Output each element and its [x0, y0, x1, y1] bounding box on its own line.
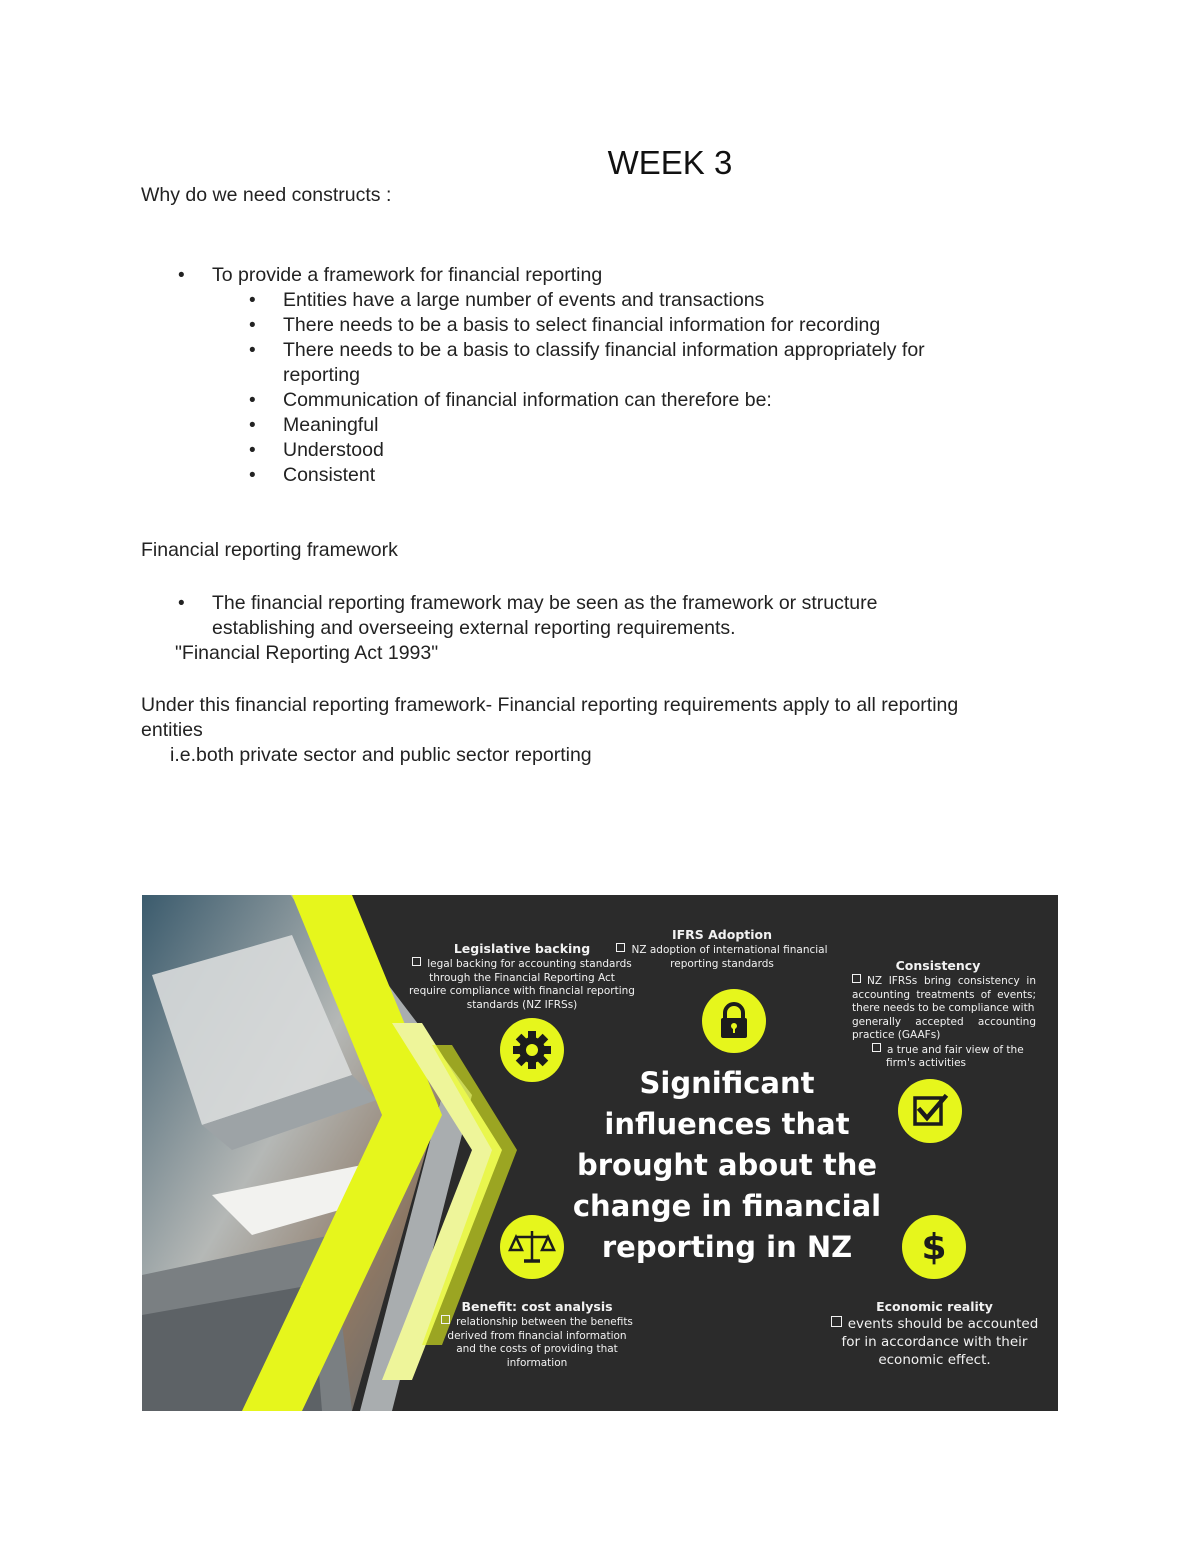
list-item: • Consistent [283, 463, 1043, 488]
consistency-line: practice (GAAFs) [852, 1029, 941, 1041]
checkbox-bullet-icon [616, 943, 625, 952]
consistency-line: firm's activities [886, 1057, 967, 1069]
list-item-text: The financial reporting framework may be seen as the framework or structure [212, 592, 878, 614]
economic-line: economic effect. [878, 1352, 991, 1368]
lock-icon [702, 989, 766, 1053]
list-item-text-continued: establishing and overseeing external reporting requirements. [212, 617, 736, 639]
checkbox-bullet-icon [831, 1316, 842, 1327]
economic-reality-block [822, 1299, 1047, 1369]
gear-icon [500, 1018, 564, 1082]
checkbox-bullet-icon [412, 957, 421, 966]
legislative-line: require compliance with financial reporting [409, 985, 635, 997]
list-item: • Understood [283, 438, 1043, 463]
checkbox-bullet-icon [852, 974, 861, 983]
legislative-line: through the Financial Reporting Act [429, 971, 615, 984]
legislative-heading: Legislative backing [453, 941, 591, 956]
consistency-heading: Consistency [895, 958, 981, 973]
list-item-text: There needs to be a basis to classify financial information appropriately for [283, 339, 925, 361]
question-heading: Why do we need constructs : [141, 184, 392, 206]
benefit-heading: Benefit: cost analysis [461, 1299, 613, 1314]
list-item: • To provide a framework for financial reporting [212, 263, 602, 288]
ifrs-adoption-block [612, 927, 832, 971]
benefit-cost-block [422, 1299, 652, 1370]
checkbox-bullet-icon [872, 1043, 881, 1052]
list-item-text-continued: reporting [283, 364, 360, 386]
list-item: • There needs to be a basis to select financial information for recording [283, 313, 1043, 338]
bullet-list-main [212, 263, 602, 288]
legislative-line: legal backing for accounting standards [392, 957, 652, 972]
paragraph-line: i.e.both private sector and public sector reporting [170, 744, 592, 766]
ifrs-heading: IFRS Adoption [671, 927, 773, 942]
paragraph-line: Under this financial reporting framework- Financial reporting requirements apply to all reporting [141, 694, 959, 716]
paragraph-line: entities [141, 719, 203, 741]
list-item: • Communication of financial information can therefore be: [283, 388, 1043, 413]
list-item [212, 591, 1012, 641]
legislative-line: standards (NZ IFRSs) [466, 998, 578, 1011]
consistency-block [840, 958, 1036, 1071]
slide-image [142, 895, 1058, 1411]
consistency-line: NZ IFRSs bring consistency in [840, 974, 1036, 989]
checkbox-bullet-icon [441, 1315, 450, 1324]
scales-icon [500, 1215, 564, 1279]
economic-line: for in accordance with their [841, 1334, 1028, 1350]
page-title: WEEK 3 [607, 144, 733, 181]
section-heading: Financial reporting framework [141, 539, 398, 561]
ifrs-line: reporting standards [670, 957, 774, 970]
ifrs-line: NZ adoption of international financial [612, 943, 832, 958]
consistency-line: accounting treatments of events; [852, 988, 1036, 1001]
economic-line: events should be accounted [822, 1315, 1047, 1333]
list-item [283, 338, 1043, 388]
dollar-icon [902, 1215, 966, 1279]
bullet-list-framework [212, 591, 1012, 641]
benefit-line: and the costs of providing that [456, 1343, 618, 1355]
slide-main-title: Significant influences that brought about the change in financial reporting in NZ [572, 1066, 882, 1264]
consistency-line: a true and fair view of the [840, 1043, 1036, 1058]
benefit-line: derived from financial information [447, 1329, 627, 1342]
svg-text:$: $ [921, 1227, 947, 1268]
list-item: • Entities have a large number of events and transactions [283, 288, 1043, 313]
bullet-list-sub [283, 288, 1043, 488]
act-name: "Financial Reporting Act 1993" [175, 642, 439, 664]
consistency-line: there needs to be compliance with [852, 1002, 1035, 1014]
economic-heading: Economic reality [876, 1299, 993, 1314]
benefit-line: information [506, 1356, 568, 1369]
list-item: • Meaningful [283, 413, 1043, 438]
checkbox-icon [898, 1079, 962, 1143]
consistency-line: generally accepted accounting [852, 1015, 1036, 1028]
benefit-line: relationship between the benefits [422, 1315, 652, 1330]
